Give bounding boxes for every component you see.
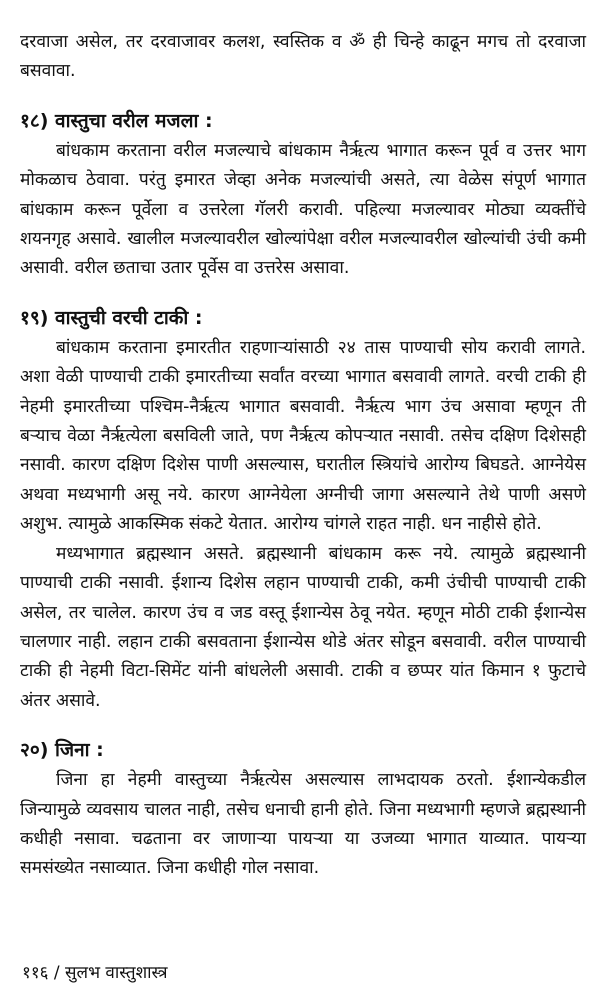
intro-paragraph: दरवाजा असेल, तर दरवाजावर कलश, स्वस्तिक व ॐ ही चिन्हे काढून मगच तो दरवाजा बसवावा. [20,32,586,82]
paragraph: बांधकाम करताना इमारतीत राहणाऱ्यांसाठी २४ तास पाण्याची सोय करावी लागते. अशा वेळी पाण्याची टाकी इमारतीच्या सर्वांत वरच्या भागात बसवावी लागते. वरची टाकी ही नेहमी इमारतीच्या पश्चिम-नैर्ऋत्य भागात बसवावी. नैर्ऋत्य भाग उंच असावा म्हणून ती बऱ्याच वेळा नैर्ऋत्येला बसविली जाते, पण नैर्ऋत्य कोपऱ्यात नसावी. तसेच दक्षिण दिशेसही नसावी. कारण दक्षिण दिशेस पाणी असल्यास, घरातील स्त्रियांचे आरोग्य बिघडते. आग्नेयेस अथवा मध्यभागी असू नये. कारण आग्नेयेला अग्नीची जागा असल्याने तेथे पाणी असणे अशुभ. त्यामुळे आकस्मिक संकटे येतात. आरोग्य चांगले राहत नाही. धन नाहीसे होते. [20,337,586,535]
section-19 [20,304,586,716]
paragraph: मध्यभागात ब्रह्मस्थान असते. ब्रह्मस्थानी बांधकाम करू नये. त्यामुळे ब्रह्मस्थानी पाण्याची टाकी नसावी. ईशान्य दिशेस लहान पाण्याची टाकी, कमी उंचीची पाण्याची टाकी असेल, तर चालेल. कारण उंच व जड वस्तू ईशान्येस ठेवू नयेत. म्हणून मोठी टाकी ईशान्येस चालणार नाही. लहान टाकी बसवताना ईशान्येस थोडे अंतर सोडून बसवावी. वरील पाण्याची टाकी ही नेहमी विटा-सिमेंट यांनी बांधलेली असावी. टाकी व छप्पर यांत किमान १ फुटाचे अंतर असावे. [20,543,586,711]
section-heading: १९) वास्तुची वरची टाकी : [20,306,203,329]
section-heading: १८) वास्तुचा वरील मजला : [20,109,213,132]
page-footer: ११६ / सुलभ वास्तुशास्त्र [22,963,168,983]
paragraph: जिना हा नेहमी वास्तुच्या नैर्ऋत्येस असल्यास लाभदायक ठरतो. ईशान्येकडील जिन्यामुळे व्यवसाय चालत नाही, तसेच धनाची हानी होते. जिना मध्यभागी म्हणजे ब्रह्मस्थानी कधीही नसावा. चढताना वर जाणाऱ्या पायऱ्या या उजव्या भागात याव्यात. पायऱ्या समसंख्येत नसाव्यात. जिना कधीही गोल नसावा. [20,770,586,879]
paragraph: बांधकाम करताना वरील मजल्याचे बांधकाम नैर्ऋत्य भागात करून पूर्व व उत्तर भाग मोकळाच ठेवावा. परंतु इमारत जेव्हा अनेक मजल्यांची असते, त्या वेळेस संपूर्ण भागात बांधकाम करून पूर्वेला व उत्तरेला गॅलरी करावी. पहिल्या मजल्यावर मोठ्या व्यक्तींचे शयनगृह असावे. खालील मजल्यावरील खोल्यांपेक्षा वरील मजल्यावरील खोल्यांची उंची कमी असावी. वरील छताचा उतार पूर्वेस वा उत्तरेस असावा. [20,140,586,279]
section-20 [20,736,586,884]
page-body [20,28,586,884]
section-18 [20,107,586,284]
section-heading: २०) जिना : [20,739,104,762]
